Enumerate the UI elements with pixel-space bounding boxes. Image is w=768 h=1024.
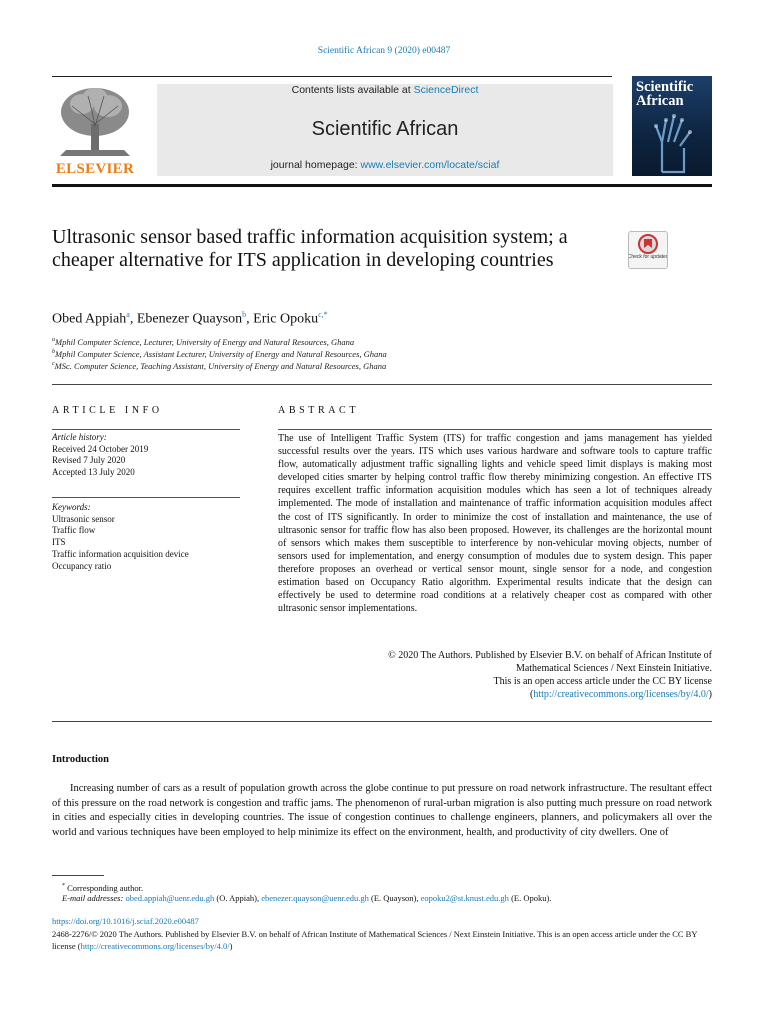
keyword-item: Ultrasonic sensor — [52, 513, 115, 524]
affiliation-text: Mphil Computer Science, Assistant Lecturer, University of Energy and Natural Resources, Ghana — [55, 349, 387, 359]
author-name[interactable]: Obed Appiah — [52, 311, 127, 327]
sciencedirect-link[interactable]: ScienceDirect — [413, 84, 479, 96]
bottom-license — [52, 928, 712, 952]
homepage-line — [157, 159, 613, 171]
affiliation-mark: b — [52, 349, 55, 356]
author-affiliation-mark[interactable]: a — [126, 310, 130, 319]
keyword-item: Traffic information acquisition device — [52, 548, 189, 559]
article-info-heading: ARTICLE INFO — [52, 405, 163, 416]
email-link[interactable]: ebenezer.quayson@uenr.edu.gh — [261, 893, 369, 903]
journal-name: Scientific African — [311, 118, 459, 140]
keywords-label: Keywords: — [52, 502, 91, 512]
keywords-rule — [52, 497, 240, 498]
author-affiliation-mark[interactable]: c,* — [318, 310, 328, 319]
contents-prefix: Contents lists available at — [291, 84, 414, 96]
paren: ) — [708, 689, 712, 701]
history-accepted: Accepted 13 July 2020 — [52, 467, 135, 478]
article-history — [52, 432, 240, 479]
copyright-line: © 2020 The Authors. Published by Elsevier B.V. on behalf of African Institute of — [388, 650, 712, 661]
abstract-rule — [278, 429, 712, 430]
journal-reference[interactable]: Scientific African 9 (2020) e00487 — [317, 46, 451, 56]
license-text: 2468-2276/© 2020 The Authors. Published by Elsevier B.V. on behalf of African Institute of Mathematical Sciences / Next Einstein Initiative. This is an open access article under the CC BY license ( — [52, 929, 698, 951]
email-owner: (O. Appiah), — [216, 893, 260, 903]
doi-link[interactable]: https://doi.org/10.1016/j.sciaf.2020.e00487 — [52, 916, 199, 926]
footnote-mark: * — [62, 883, 65, 889]
cover-title-line-2: African — [636, 93, 684, 109]
copyright-line: This is an open access article under the CC BY license — [493, 676, 712, 688]
copyright-notice — [278, 649, 712, 701]
email-link[interactable]: obed.appiah@uenr.edu.gh — [125, 893, 215, 903]
crossmark-label: Check for updates — [629, 254, 667, 260]
author-affiliation-mark[interactable]: b — [242, 310, 247, 319]
author-separator: , — [246, 311, 254, 327]
elsevier-logo — [52, 84, 138, 178]
check-for-updates-button[interactable] — [628, 231, 668, 269]
journal-header-box — [157, 84, 613, 176]
history-revised: Revised 7 July 2020 — [52, 455, 126, 466]
history-received: Received 24 October 2019 — [52, 443, 149, 454]
keyword-item: Traffic flow — [52, 525, 96, 536]
license-line — [278, 688, 712, 701]
email-link[interactable]: eopoku2@st.knust.edu.gh — [420, 893, 509, 903]
elsevier-tree-icon — [52, 84, 138, 160]
affiliation-b — [52, 349, 692, 359]
email-label: E-mail addresses: — [62, 893, 124, 903]
journal-homepage-link[interactable]: www.elsevier.com/locate/sciaf — [360, 159, 500, 171]
hand-icon — [632, 76, 712, 176]
email-owner: (E. Quayson), — [371, 893, 419, 903]
author-list — [52, 310, 652, 328]
article-title: Ultrasonic sensor based traffic information acquisition system; a cheaper alternative for ITS application in developing countries — [52, 226, 568, 271]
author-name[interactable]: Ebenezer Quayson — [136, 311, 243, 327]
journal-cover-image[interactable] — [632, 76, 712, 176]
affiliation-mark: a — [52, 337, 55, 344]
section-divider — [52, 384, 712, 385]
author-separator: , — [129, 311, 137, 327]
affiliation-text: Mphil Computer Science, Lecturer, University of Energy and Natural Resources, Ghana — [55, 337, 355, 347]
homepage-prefix: journal homepage: — [270, 159, 361, 171]
header-top-rule — [52, 76, 612, 77]
abstract-heading: ABSTRACT — [278, 405, 360, 416]
crossmark-icon — [629, 232, 667, 268]
email-addresses — [52, 892, 712, 904]
keywords — [52, 502, 240, 572]
introduction-heading: Introduction — [52, 754, 109, 765]
footnote-text: Corresponding author. — [67, 882, 144, 893]
affiliation-text: MSc. Computer Science, Teaching Assistant, University of Energy and Natural Resources, Ghana — [54, 361, 387, 371]
cover-title-line-1: Scientific — [636, 79, 694, 95]
email-owner: (E. Opoku). — [511, 893, 552, 903]
paren: ) — [229, 941, 233, 951]
section-divider — [52, 721, 712, 722]
author-name[interactable]: Eric Opoku — [253, 311, 319, 327]
affiliation-mark: c — [52, 361, 55, 368]
keyword-item: ITS — [52, 537, 66, 548]
copyright-line: Mathematical Sciences / Next Einstein Initiative. — [515, 663, 712, 675]
cc-license-link[interactable]: http://creativecommons.org/licenses/by/4.0/ — [80, 941, 230, 951]
contents-line — [157, 84, 613, 96]
abstract-text: The use of Intelligent Traffic System (ITS) for traffic congestion and jams management has yielded successful results over the years. ITS which uses various hardware and software tools to capture traffic flow, automatically adjustment traffic signalling lights and vehicle speed limit displays is making most developed cities smarter by helping control traffic flow thereby minimizing congestion. An effective ITS requires excellent traffic information acquisition modules which has seen a lot of techniques already implemented. The mode of installation and maintenance of traffic information acquisition modules affect the cost of ITS significantly. In order to minimize the cost of installation and maintenance, the use of ultrasonic sensor for traffic flow has also been proposed. However, its challenges are the horizontal mount of sensors which makes them susceptible to interference by non-vehicular moving objects, number of sensors used for implementation, and energy consumption of modules due to system design. This paper therefore proposes an overhead or vertical sensor mount, single sensor for a node, and congestion estimation based on Occupancy Ratio algorithm. Experimental results indicate that the design can effectively be used to determine road conditions at a relatively cheaper cost as compared with other ultrasonic sensor implementations. — [278, 433, 712, 615]
introduction-paragraph: Increasing number of cars as a result of population growth across the globe continue to put pressure on road network infrastructure. The resultant effect of this pressure on the road network is congestion and traffic jams. The phenomenon of rural-urban migration is also putting much pressure on road network in cities and especially cities in developing countries. The issue of congestion continues to challenge engineers, planners, and policymakers all over the world and various techniques have been employed to help minimize its effect on the environment, health, and productivity of city dwellers. One of — [52, 783, 712, 839]
header-bottom-rule — [52, 184, 712, 187]
footnote-rule — [52, 875, 104, 876]
keyword-item: Occupancy ratio — [52, 560, 112, 571]
paren: ( — [529, 689, 534, 701]
elsevier-wordmark: ELSEVIER — [55, 161, 135, 177]
affiliation-a — [52, 337, 692, 347]
history-label: Article history: — [52, 432, 107, 442]
affiliation-c — [52, 361, 692, 371]
article-info-rule — [52, 429, 240, 430]
cc-license-link[interactable]: http://creativecommons.org/licenses/by/4.0/ — [533, 689, 709, 701]
